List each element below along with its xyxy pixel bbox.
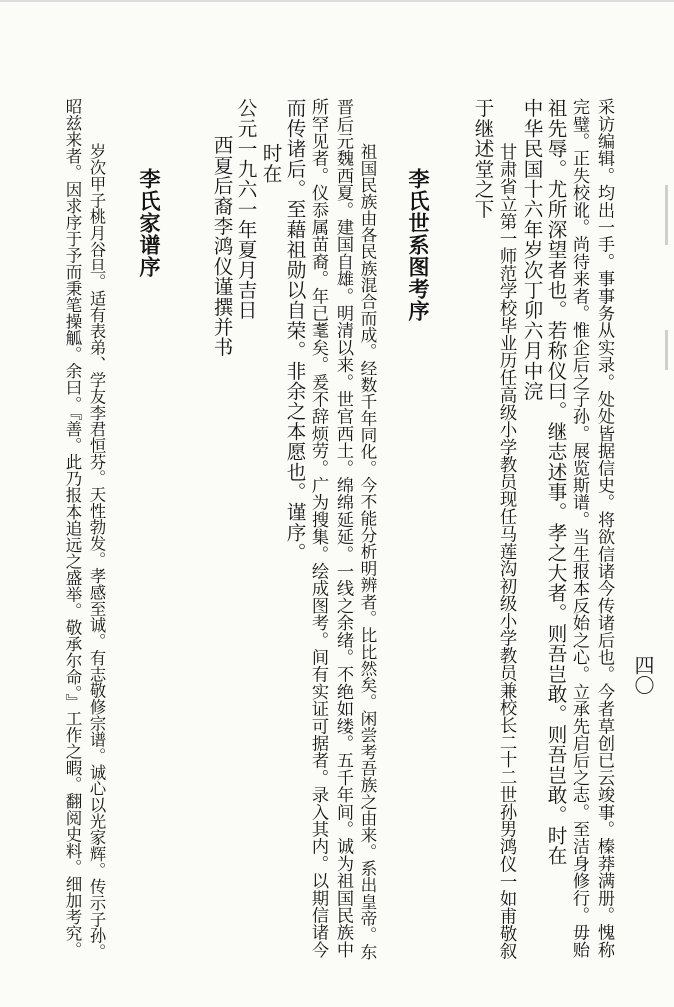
page-top-edge <box>0 0 674 2</box>
author-column: 西夏后裔李鸿仪谨撰并书 <box>210 135 233 358</box>
text-column: 而传诸后。至藉祖勋以自荣。非余之本愿也。谨序。 <box>283 98 306 563</box>
text-column: 中华民国十六年岁次丁卯六月中浣 <box>520 98 543 401</box>
text-column: 祖国民族由各民族混合而成。经数千年同化。今不能分析明辨者。比比然矣。闲尝考吾族之由来。系出皇帝。东 <box>358 143 377 960</box>
text-column: 于继述堂之下 <box>471 98 494 220</box>
date-column: 公元一九六一年夏月吉日 <box>234 98 257 321</box>
date-label: 时在 <box>259 143 282 184</box>
text-column: 所罕见者。仪忝属苗裔。年已耄矣。爰不辞烦劳。广为搜集。绘成图考。间有实证可据者。录入其内。以期信诸今 <box>308 98 328 958</box>
text-column: 采访编辑。均出一手。事事务从实录。处处皆据信史。将欲信诸今传诸后也。今者草创已云竣事。榛莽满册。愧称 <box>594 98 614 958</box>
margin-mark <box>665 185 668 245</box>
signature-column: 甘肃省立第一师范学校毕业历任高级小学教员现任马莲沟初级小学教员兼校长二十二世孙男鸿仪一如甫敬叙 <box>496 143 516 960</box>
margin-mark <box>665 330 668 370</box>
text-column: 岁次甲子桃月谷旦。适有表弟、学友李君恒芬。天性勃发。孝感至诚。有志敬修宗谱。诚心以光家辉。传示子孙。 <box>87 143 106 960</box>
text-column: 完璧。正失校讹。尚待来者。惟企后之子孙。展览斯谱。当生报本反始之心。立承先启后之志。至洁身修行。毋贻 <box>569 98 589 958</box>
section-title: 李氏家谱序 <box>137 168 161 278</box>
text-column: 祖先辱。尤所深望者也。若称仪曰。继志述事。孝之大者。则吾岂敢。则吾岂敢。时在 <box>544 98 567 866</box>
section-title: 李氏世系图考序 <box>406 168 430 322</box>
text-column: 晋后元魏西夏。建国自雄。明清以来。世官西土。绵绵延延。一线之余绪。不绝如缕。五千年间。诚为祖国民族中 <box>333 98 353 958</box>
text-column: 昭兹来者。因求序于予而秉笔操觚。余曰。『善。此乃报本追远之盛举。敬承尔命。』工作之暇。翻阅史料。细加考究。 <box>63 98 82 959</box>
page-number: 四〇 <box>631 655 655 695</box>
